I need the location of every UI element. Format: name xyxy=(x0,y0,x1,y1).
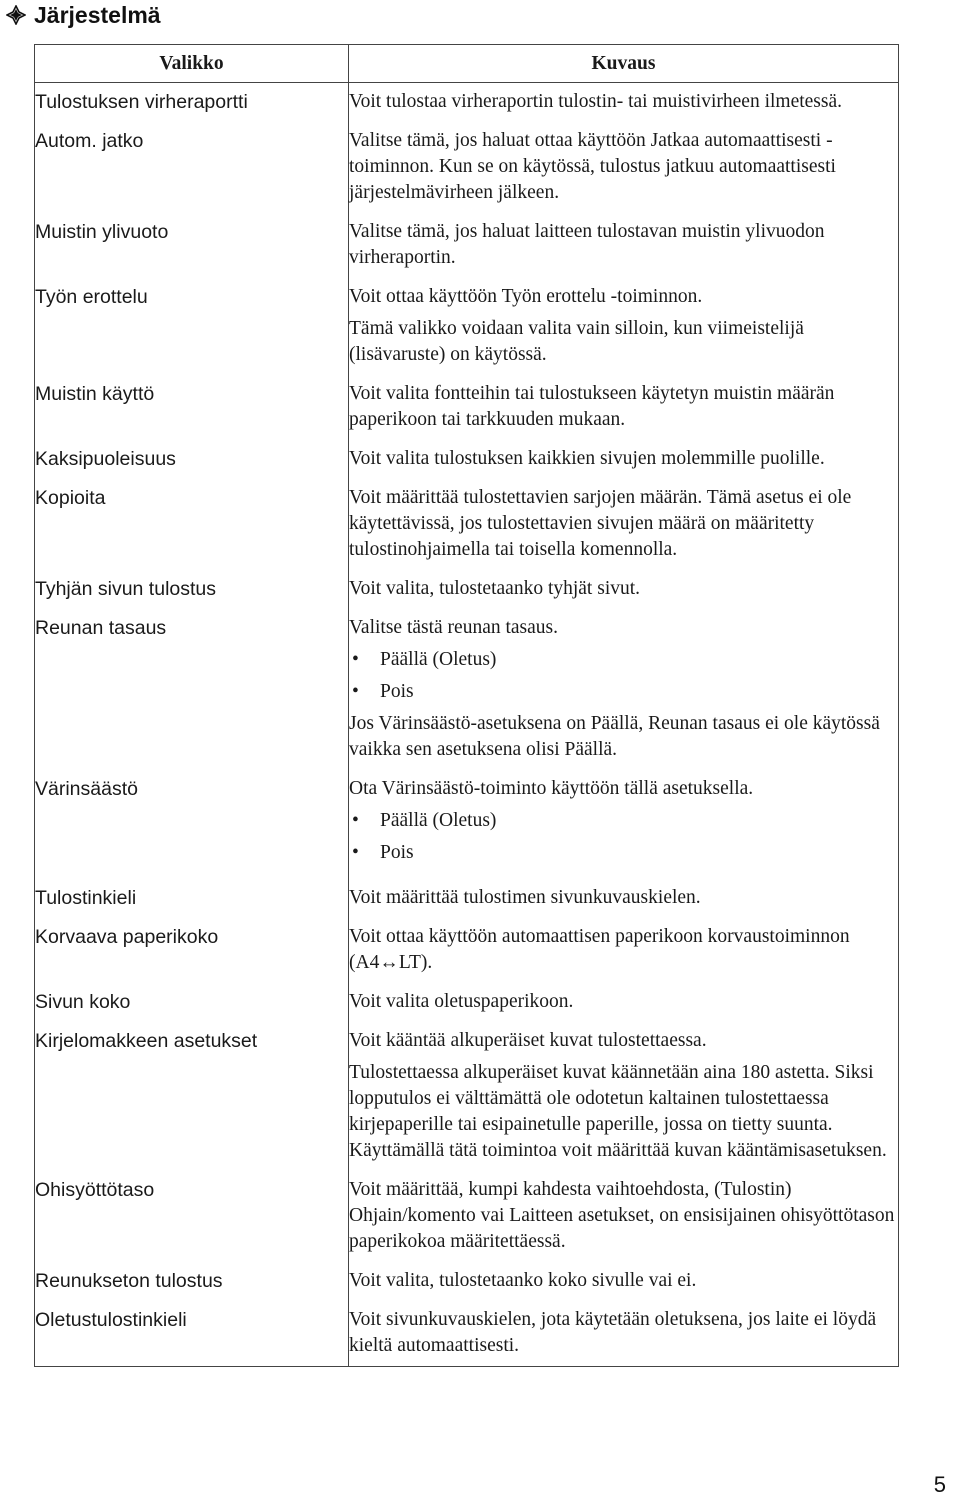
menu-item-name-cell xyxy=(35,879,349,918)
table-row xyxy=(35,213,899,278)
menu-item-description-cell xyxy=(349,1301,899,1367)
menu-item-description-cell xyxy=(349,770,899,879)
menu-item-name-cell xyxy=(35,83,349,123)
option-text: Pois xyxy=(380,842,414,863)
table-body xyxy=(35,83,899,1367)
menu-item-name-cell xyxy=(35,122,349,213)
description-paragraph: Voit valita oletuspaperikoon. xyxy=(349,991,574,1012)
menu-item-name: Reunan tasaus xyxy=(35,617,167,639)
table-row xyxy=(35,1301,899,1367)
table-row xyxy=(35,570,899,609)
menu-item-description-cell xyxy=(349,1171,899,1262)
option-list xyxy=(349,808,898,866)
description-paragraph: Voit ottaa käyttöön Työn erottelu -toiminnon. xyxy=(349,286,703,307)
menu-item-name: Kirjelomakkeen asetukset xyxy=(35,1030,258,1052)
table-row xyxy=(35,609,899,770)
description-paragraph: Voit määrittää, kumpi kahdesta vaihtoehdosta, (Tulostin) Ohjain/komento vai Laitteen asetukset, on ensisijainen ohisyöttötason paperikokoa määritettäessä. xyxy=(349,1179,895,1252)
menu-item-name: Tulostinkieli xyxy=(35,887,137,909)
page-number: 5 xyxy=(933,1472,946,1497)
description-paragraph: Tämä valikko voidaan valita vain silloin, kun viimeistelijä (lisävaruste) on käytössä. xyxy=(349,318,804,365)
menu-item-description-cell xyxy=(349,1022,899,1171)
menu-item-name-cell xyxy=(35,609,349,770)
menu-item-name: Työn erottelu xyxy=(35,286,148,308)
menu-item-name: Muistin käyttö xyxy=(35,383,155,405)
menu-item-description-cell xyxy=(349,440,899,479)
menu-item-name-cell xyxy=(35,1301,349,1367)
description-paragraph: Voit kääntää alkuperäiset kuvat tulostettaessa. xyxy=(349,1030,707,1051)
option-list-item xyxy=(349,840,898,866)
menu-item-description-cell xyxy=(349,122,899,213)
table-row xyxy=(35,375,899,440)
menu-item-name-cell xyxy=(35,278,349,375)
option-text: Pois xyxy=(380,681,414,702)
menu-item-description-cell xyxy=(349,278,899,375)
menu-item-name-cell xyxy=(35,770,349,879)
table-row xyxy=(35,770,899,879)
section-heading xyxy=(6,0,161,30)
table-row xyxy=(35,879,899,918)
menu-item-name-cell xyxy=(35,1262,349,1301)
bullet-icon: • xyxy=(352,649,359,670)
table-header-row xyxy=(35,45,899,83)
header-menu: Valikko xyxy=(35,45,349,83)
table-row xyxy=(35,440,899,479)
menu-item-name: Kopioita xyxy=(35,487,106,509)
menu-item-name-cell xyxy=(35,479,349,570)
menu-item-description-cell xyxy=(349,609,899,770)
menu-item-name-cell xyxy=(35,1022,349,1171)
description-paragraph: Voit valita tulostuksen kaikkien sivujen molemmille puolille. xyxy=(349,448,825,469)
description-paragraph: Voit valita, tulostetaanko tyhjät sivut. xyxy=(349,578,641,599)
description-paragraph: Voit valita fontteihin tai tulostukseen käytetyn muistin määrän paperikoon tai tarkkuuden mukaan. xyxy=(349,383,835,430)
menu-item-name: Ohisyöttötaso xyxy=(35,1179,155,1201)
menu-item-name-cell xyxy=(35,213,349,278)
option-list xyxy=(349,647,898,705)
menu-item-name-cell xyxy=(35,1171,349,1262)
description-paragraph: Voit sivunkuvauskielen, jota käytetään oletuksena, jos laite ei löydä kieltä automaattisesti. xyxy=(349,1309,877,1356)
header-description: Kuvaus xyxy=(349,45,899,83)
description-paragraph: Valitse tämä, jos haluat laitteen tulostavan muistin ylivuodon virheraportin. xyxy=(349,221,825,268)
option-list-item xyxy=(349,647,898,673)
table-row xyxy=(35,1262,899,1301)
menu-item-name: Kaksipuoleisuus xyxy=(35,448,176,470)
menu-item-description-cell xyxy=(349,918,899,983)
diamond-bullet-icon xyxy=(6,5,26,25)
menu-item-name-cell xyxy=(35,918,349,983)
description-paragraph: Ota Värinsäästö-toiminto käyttöön tällä asetuksella. xyxy=(349,778,754,799)
option-list-item xyxy=(349,679,898,705)
menu-item-description-cell xyxy=(349,375,899,440)
description-paragraph: Tulostettaessa alkuperäiset kuvat käännetään aina 180 astetta. Siksi lopputulos ei välttämättä ole odotetun kaltainen tulostettaessa kirjepaperille tai esipainetulle paperille, jossa on tietty suunta. Käyttämällä tätä toimintoa voit määrittää kuvan kääntämisasetuksen. xyxy=(349,1062,887,1161)
menu-item-name-cell xyxy=(35,983,349,1022)
table-row xyxy=(35,122,899,213)
menu-item-name: Sivun koko xyxy=(35,991,131,1013)
section-title: Järjestelmä xyxy=(34,1,161,28)
menu-item-description-cell xyxy=(349,570,899,609)
bullet-icon: • xyxy=(352,842,359,863)
description-paragraph: Valitse tästä reunan tasaus. xyxy=(349,617,559,638)
bullet-icon: • xyxy=(352,681,359,702)
menu-item-name: Autom. jatko xyxy=(35,130,144,152)
menu-item-name: Värinsäästö xyxy=(35,778,138,800)
description-paragraph: Jos Värinsäästö-asetuksena on Päällä, Reunan tasaus ei ole käytössä vaikka sen asetuksena olisi Päällä. xyxy=(349,713,880,760)
menu-item-name: Oletustulostinkieli xyxy=(35,1309,187,1331)
menu-item-description-cell xyxy=(349,479,899,570)
option-text: Päällä (Oletus) xyxy=(380,649,497,670)
menu-item-description-cell xyxy=(349,879,899,918)
menu-item-description-cell xyxy=(349,213,899,278)
description-paragraph: Valitse tämä, jos haluat ottaa käyttöön Jatkaa automaattisesti -toiminnon. Kun se on käytössä, tulostus jatkuu automaattisesti järjestelmävirheen jälkeen. xyxy=(349,130,836,203)
table-row xyxy=(35,83,899,123)
menu-description-table xyxy=(34,44,899,1367)
menu-item-name-cell xyxy=(35,440,349,479)
menu-item-name: Reunukseton tulostus xyxy=(35,1270,223,1292)
table-row xyxy=(35,983,899,1022)
table-row xyxy=(35,1171,899,1262)
description-paragraph: Voit valita, tulostetaanko koko sivulle vai ei. xyxy=(349,1270,697,1291)
menu-item-description-cell xyxy=(349,1262,899,1301)
menu-item-name: Tulostuksen virheraportti xyxy=(35,91,248,113)
table-row xyxy=(35,918,899,983)
menu-item-name: Korvaava paperikoko xyxy=(35,926,219,948)
bullet-icon: • xyxy=(352,810,359,831)
option-list-item xyxy=(349,808,898,834)
menu-item-description-cell xyxy=(349,983,899,1022)
menu-item-name: Tyhjän sivun tulostus xyxy=(35,578,217,600)
description-paragraph: Voit tulostaa virheraportin tulostin- tai muistivirheen ilmetessä. xyxy=(349,91,843,112)
menu-item-name-cell xyxy=(35,375,349,440)
table-row xyxy=(35,278,899,375)
menu-item-description-cell xyxy=(349,83,899,123)
option-text: Päällä (Oletus) xyxy=(380,810,497,831)
table-row xyxy=(35,479,899,570)
description-paragraph: Voit määrittää tulostimen sivunkuvauskielen. xyxy=(349,887,701,908)
description-paragraph: Voit määrittää tulostettavien sarjojen määrän. Tämä asetus ei ole käytettävissä, jos tulostettavien sivujen määrä on määritetty tulostinohjaimella tai toisella komennolla. xyxy=(349,487,852,560)
menu-item-name-cell xyxy=(35,570,349,609)
description-paragraph: Voit ottaa käyttöön automaattisen paperikoon korvaustoiminnon (A4↔LT). xyxy=(349,926,850,973)
menu-item-name: Muistin ylivuoto xyxy=(35,221,169,243)
table-row xyxy=(35,1022,899,1171)
